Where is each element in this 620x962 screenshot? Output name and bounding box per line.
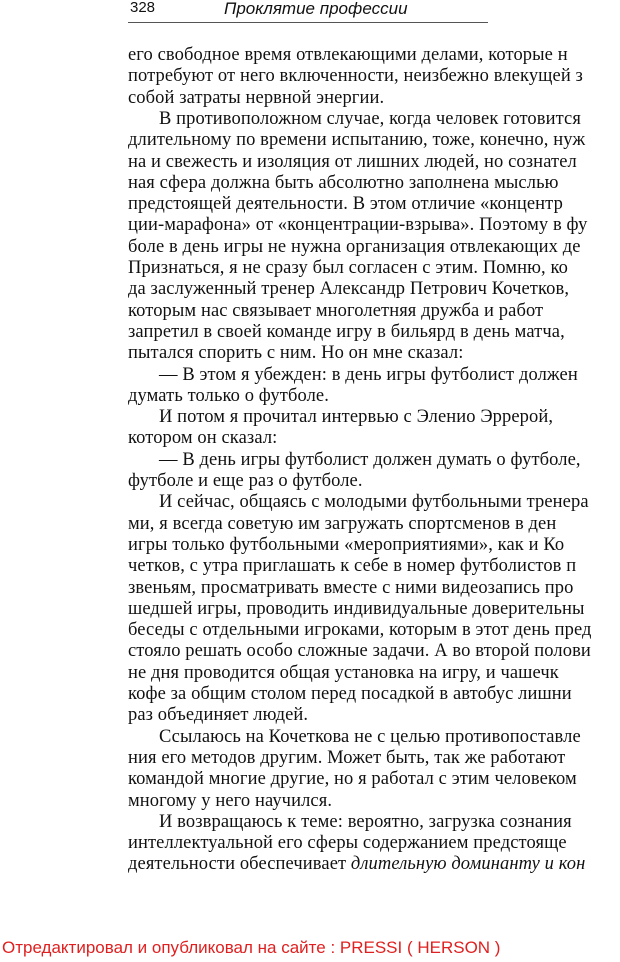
text-line xyxy=(128,172,559,195)
page-number: 328 xyxy=(130,0,156,16)
text-line xyxy=(128,87,384,110)
text-line xyxy=(128,151,577,174)
line-text: предстоящей деятельности. В этом отличие «концентр xyxy=(128,194,563,215)
line-text: беседы с отдельными игроками, которым в этот день пред xyxy=(128,620,592,641)
running-title: Проклятие профессии xyxy=(224,0,408,18)
line-text: длительному по времени испытанию, тоже, конечно, нуж xyxy=(128,130,586,151)
text-line xyxy=(128,470,363,493)
text-line xyxy=(128,790,332,813)
text-line xyxy=(128,662,559,685)
line-text: Ссылаюсь на Кочеткова не с целью противопоставле xyxy=(159,726,581,747)
line-text: боле в день игры не нужна организация отвлекающих де xyxy=(128,236,581,257)
line-text: запретил в своей команде игру в бильярд в день матча, xyxy=(128,321,565,342)
line-text: — В день игры футболист должен думать о футболе, xyxy=(159,449,581,470)
text-line xyxy=(159,364,578,387)
text-line xyxy=(128,704,308,727)
line-text: интеллектуальной его сферы содержанием предстояще xyxy=(128,833,567,854)
line-text: шедшей игры, проводить индивидуальные доверительны xyxy=(128,598,585,619)
text-line xyxy=(128,619,592,642)
text-line xyxy=(159,108,581,131)
text-line xyxy=(128,747,565,770)
text-line xyxy=(128,832,567,855)
text-line xyxy=(128,577,573,600)
line-text: ная сфера должна быть абсолютно заполнена мыслью xyxy=(128,172,559,193)
line-text: И сейчас, общаясь с молодыми футбольными тренера xyxy=(159,492,589,513)
line-text: футболе и еще раз о футболе. xyxy=(128,471,363,491)
line-text: звеньям, просматривать вместе с ними видеозапись про xyxy=(128,577,574,598)
text-line xyxy=(128,193,563,216)
line-text: ции-марафона» от «концентрации-взрыва». Поэтому в фу xyxy=(128,215,588,236)
line-text: на и свежесть и изоляция от лишних людей, но сознател xyxy=(128,151,577,172)
text-line xyxy=(128,278,569,301)
line-text: думать только о футболе. xyxy=(128,385,329,406)
text-line xyxy=(128,342,463,365)
line-text: — В этом я убежден: в день игры футболист должен xyxy=(159,364,578,385)
text-line xyxy=(159,491,589,514)
text-line xyxy=(128,385,329,408)
text-line xyxy=(159,406,553,429)
site-credit-footer: Отредактировал и опубликовал на сайте : PRESSI ( HERSON ) xyxy=(2,938,501,957)
line-text: да заслуженный тренер Александр Петрович Кочетков, xyxy=(128,279,570,300)
text-line xyxy=(128,214,588,237)
line-text: потребуют от него включенности, неизбежно влекущей з xyxy=(128,66,583,87)
line-text: ния его методов другим. Может быть, так же работают xyxy=(128,747,566,768)
text-line xyxy=(128,640,591,663)
text-line xyxy=(159,811,572,834)
text-line xyxy=(128,129,585,152)
line-text: котором он сказал: xyxy=(128,428,278,449)
line-text: стояло решать особо сложные задачи. А во второй полови xyxy=(128,641,591,662)
text-line xyxy=(128,598,585,621)
line-text: игры только футбольными «мероприятиями», как и Ко xyxy=(128,534,565,555)
text-line xyxy=(128,65,583,88)
line-text: которым нас связывает многолетняя дружба и работ xyxy=(128,300,544,321)
italic-text: длительную доминанту и кон xyxy=(350,854,586,875)
text-line xyxy=(128,513,556,536)
line-text: Признаться, я не сразу был согласен с этим. Помню, ко xyxy=(128,258,568,278)
line-text: многому у него научился. xyxy=(128,790,333,811)
text-line xyxy=(128,768,577,791)
running-header xyxy=(128,0,488,23)
text-line xyxy=(128,555,576,578)
text-line xyxy=(128,853,585,876)
line-text: четков, с утра приглашать к себе в номер футболистов п xyxy=(128,556,577,577)
text-line xyxy=(159,726,581,749)
line-text: ми, я всегда советую им загружать спортсменов в ден xyxy=(128,513,557,534)
text-line xyxy=(128,534,564,557)
text-line xyxy=(128,257,568,280)
text-line xyxy=(128,236,581,259)
line-text: И потом я прочитал интервью с Эленио Эррерой, xyxy=(159,407,554,428)
line-text: его свободное время отвлекающими делами, которые н xyxy=(128,45,568,65)
line-text: командой многие другие, но я работал с этим человеком xyxy=(128,769,577,790)
line-text: В противоположном случае, когда человек готовится xyxy=(159,108,581,129)
line-text: не дня проводится общая установка на игру, и чашечк xyxy=(128,662,559,683)
text-line xyxy=(128,427,277,450)
text-line xyxy=(128,44,568,67)
line-text: пытался спорить с ним. Но он мне сказал: xyxy=(128,343,464,364)
line-text: собой затраты нервной энергии. xyxy=(128,87,385,108)
line-text: раз объединяет людей. xyxy=(128,705,309,726)
line-text: И возвращаюсь к теме: вероятно, загрузка сознания xyxy=(159,811,572,832)
line-text: деятельности обеспечивает xyxy=(128,854,351,875)
text-line xyxy=(128,300,543,323)
text-line xyxy=(159,449,581,472)
line-text: кофе за общим столом перед посадкой в автобус лишни xyxy=(128,684,572,704)
text-line xyxy=(128,683,572,706)
text-line xyxy=(128,321,565,344)
